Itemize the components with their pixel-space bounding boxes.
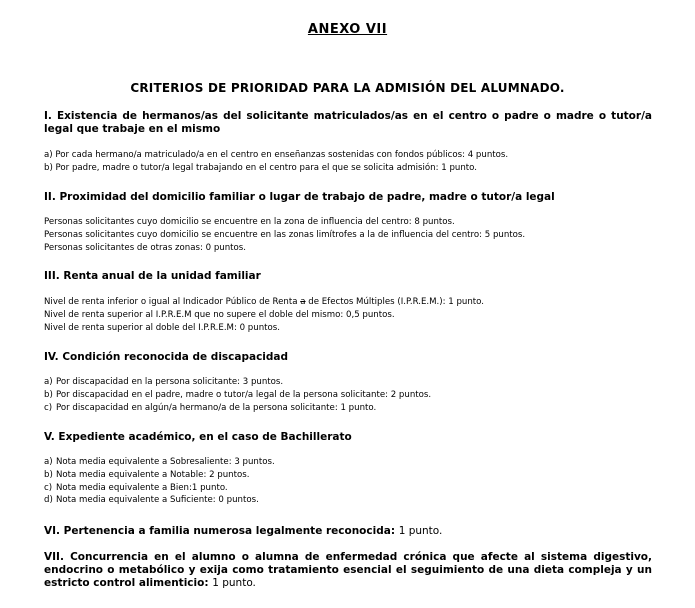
section-heading: IV. Condición reconocida de discapacidad <box>44 351 289 363</box>
item-text: Nota media equivalente a Bien:1 punto. <box>56 482 228 493</box>
section-iv <box>44 351 652 414</box>
item-marker: d) <box>44 495 53 506</box>
item-text: Nota media equivalente a Suficiente: 0 puntos. <box>56 495 259 506</box>
item-marker: c) <box>44 482 53 493</box>
section-value: 1 punto. <box>212 577 256 589</box>
item-marker: b) <box>44 469 53 480</box>
item-marker: c) <box>44 402 53 413</box>
annex-title: ANEXO VII <box>307 22 388 37</box>
list-item: a) Por cada hermano/a matriculado/a en el centro en enseñanzas sostenidas con fondos públicos: 4 puntos. <box>44 150 509 160</box>
section-iii <box>44 270 652 334</box>
section-heading: I. Existencia de hermanos/as del solicitante matriculados/as en el centro o padre o madre o tutor/a legal que trabaje en el mismo <box>44 110 652 135</box>
section-vi <box>44 525 652 538</box>
list-item <box>44 482 652 495</box>
income-text-end: de Efectos Múltiples (I.P.R.E.M.): 1 punto. <box>305 297 485 307</box>
section-heading: III. Renta anual de la unidad familiar <box>44 270 261 282</box>
list-item: Personas solicitantes de otras zonas: 0 puntos. <box>44 242 247 253</box>
list-item: Nivel de renta superior al I.P.R.E.M que no supere el doble del mismo: 0,5 puntos. <box>44 309 395 320</box>
section-value: 1 punto. <box>398 525 443 537</box>
list-item <box>44 389 652 402</box>
income-text-start: Nivel de renta inferior o igual al Indicador Público de Renta <box>44 297 301 307</box>
section-heading <box>44 551 652 590</box>
item-marker: b) <box>44 389 53 400</box>
list-item <box>44 296 652 309</box>
section-heading-text: VI. Pertenencia a familia numerosa legalmente reconocida: <box>44 525 396 537</box>
struck-text: a <box>300 297 306 307</box>
item-text: Nota media equivalente a Notable: 2 puntos. <box>56 469 250 480</box>
section-heading <box>44 525 652 538</box>
list-item <box>44 494 652 507</box>
item-text: Nota media equivalente a Sobresaliente: 3 puntos. <box>56 457 275 467</box>
list-item <box>44 469 652 482</box>
item-text: Por discapacidad en el padre, madre o tutor/a legal de la persona solicitante: 2 puntos. <box>56 389 432 400</box>
list-item <box>44 376 652 389</box>
section-heading-text: VII. Concurrencia en el alumno o alumna de enfermedad crónica que afecte al sistema digestivo, endocrino o metabólico y exija como tratamiento esencial el seguimiento de una dieta compleja y un estricto control alimenticio: <box>44 551 652 589</box>
list-item <box>44 402 652 415</box>
item-marker: a) <box>44 377 53 387</box>
item-text: Por discapacidad en algún/a hermano/a de la persona solicitante: 1 punto. <box>56 402 377 413</box>
main-title: CRITERIOS DE PRIORIDAD PARA LA ADMISIÓN DEL ALUMNADO. <box>130 81 565 95</box>
list-item: Personas solicitantes cuyo domicilio se encuentre en las zonas limítrofes a la de influencia del centro: 5 puntos. <box>44 229 526 240</box>
section-heading: II. Proximidad del domicilio familiar o lugar de trabajo de padre, madre o tutor/a legal <box>44 191 555 203</box>
item-marker: a) <box>44 457 53 467</box>
section-vii <box>44 551 652 590</box>
list-item: b) Por padre, madre o tutor/a legal trabajando en el centro para el que se solicita admisión: 1 punto. <box>44 162 478 173</box>
list-item: Personas solicitantes cuyo domicilio se encuentre en la zona de influencia del centro: 8 puntos. <box>44 217 455 227</box>
section-ii <box>44 191 652 254</box>
list-item: Nivel de renta superior al doble del I.P.R.E.M: 0 puntos. <box>44 322 280 333</box>
section-v <box>44 431 652 507</box>
list-item <box>44 456 652 469</box>
section-i <box>44 110 652 175</box>
item-text: Por discapacidad en la persona solicitante: 3 puntos. <box>56 377 284 387</box>
section-heading: V. Expediente académico, en el caso de Bachillerato <box>44 431 352 443</box>
